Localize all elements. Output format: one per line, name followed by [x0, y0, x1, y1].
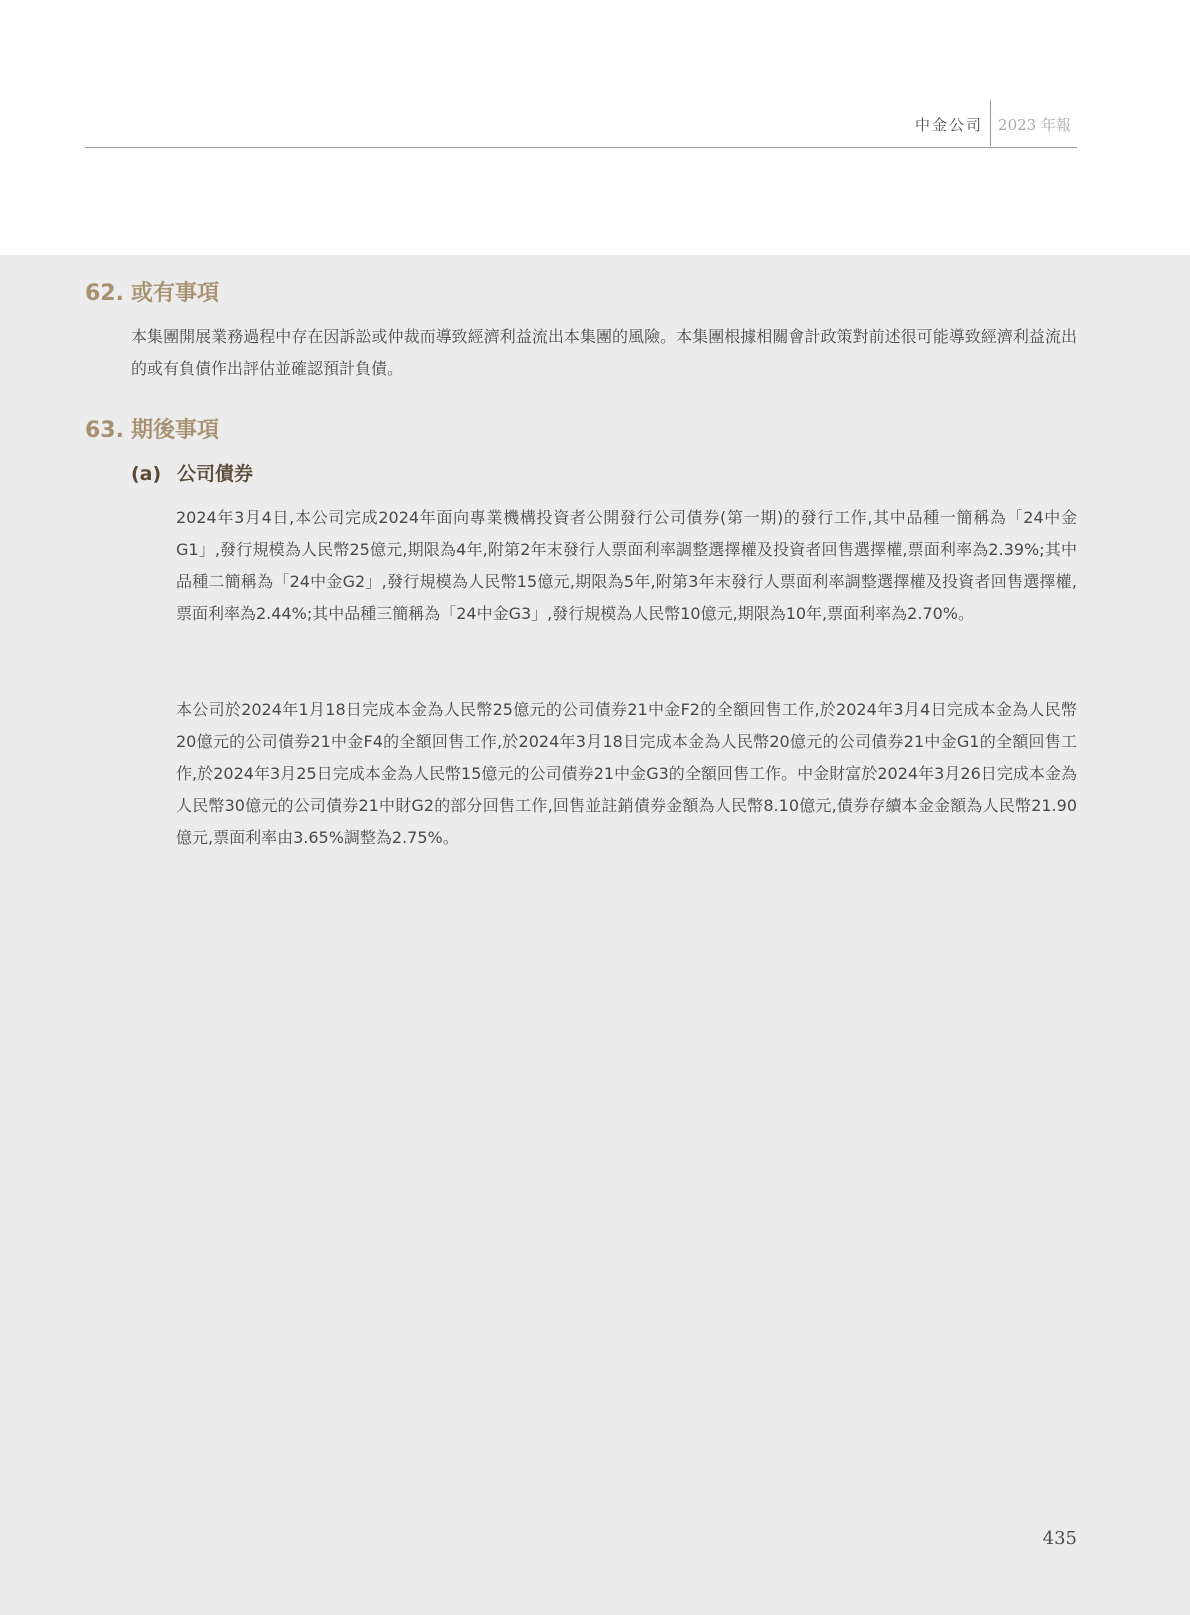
subsection-heading-a: [131, 459, 253, 486]
section-title: 期後事項: [131, 418, 220, 443]
bond-redemption-paragraph: 本公司於2024年1月18日完成本金為人民幣25億元的公司債券21中金F2的全額回售工作,於2024年3月4日完成本金為人民幣20億元的公司債券21中金F4的全額回售工作,於2024年3月18日完成本金為人民幣20億元的公司債券21中金G1的全額回售工作,於2024年3月25日完成本金為人民幣15億元的公司債券21中金G3的全額回售工作。中金財富於2024年3月26日完成本金為人民幣30億元的公司債券21中財G2的部分回售工作,回售並註銷債券金額為人民幣8.10億元,債券存續本金金額為人民幣21.90億元,票面利率由3.65%調整為2.75%。: [176, 700, 1077, 847]
page-header: [85, 100, 1077, 148]
subsection-title: 公司債券: [177, 463, 254, 485]
page-number: 435: [1042, 1528, 1077, 1549]
header-company-name: 中金公司: [914, 116, 983, 134]
section-title: 或有事項: [131, 281, 220, 306]
bond-issuance-paragraph: 2024年3月4日,本公司完成2024年面向專業機構投資者公開發行公司債券(第一期)的發行工作,其中品種一簡稱為「24中金G1」,發行規模為人民幣25億元,期限為4年,附第2年末發行人票面利率調整選擇權及投資者回售選擇權,票面利率為2.39%;其中品種二簡稱為「24中金G2」,發行規模為人民幣15億元,期限為5年,附第3年末發行人票面利率調整選擇權及投資者回售選擇權,票面利率為2.44%;其中品種三簡稱為「24中金G3」,發行規模為人民幣10億元,期限為10年,票面利率為2.70%。: [176, 508, 1077, 623]
section-number: 62.: [85, 281, 124, 306]
header-report-title: 2023 年報: [998, 116, 1071, 134]
header-divider: [990, 100, 991, 146]
section-number: 63.: [85, 418, 124, 443]
section-62-paragraph: 本集團開展業務過程中存在因訴訟或仲裁而導致經濟利益流出本集團的風險。本集團根據相關會計政策對前述很可能導致經濟利益流出的或有負債作出評估並確認預計負債。: [131, 327, 1077, 378]
section-heading-63: [85, 413, 219, 444]
section-heading-62: [85, 276, 219, 307]
subsection-label: (a): [131, 463, 162, 485]
header-rule: [85, 147, 1077, 148]
